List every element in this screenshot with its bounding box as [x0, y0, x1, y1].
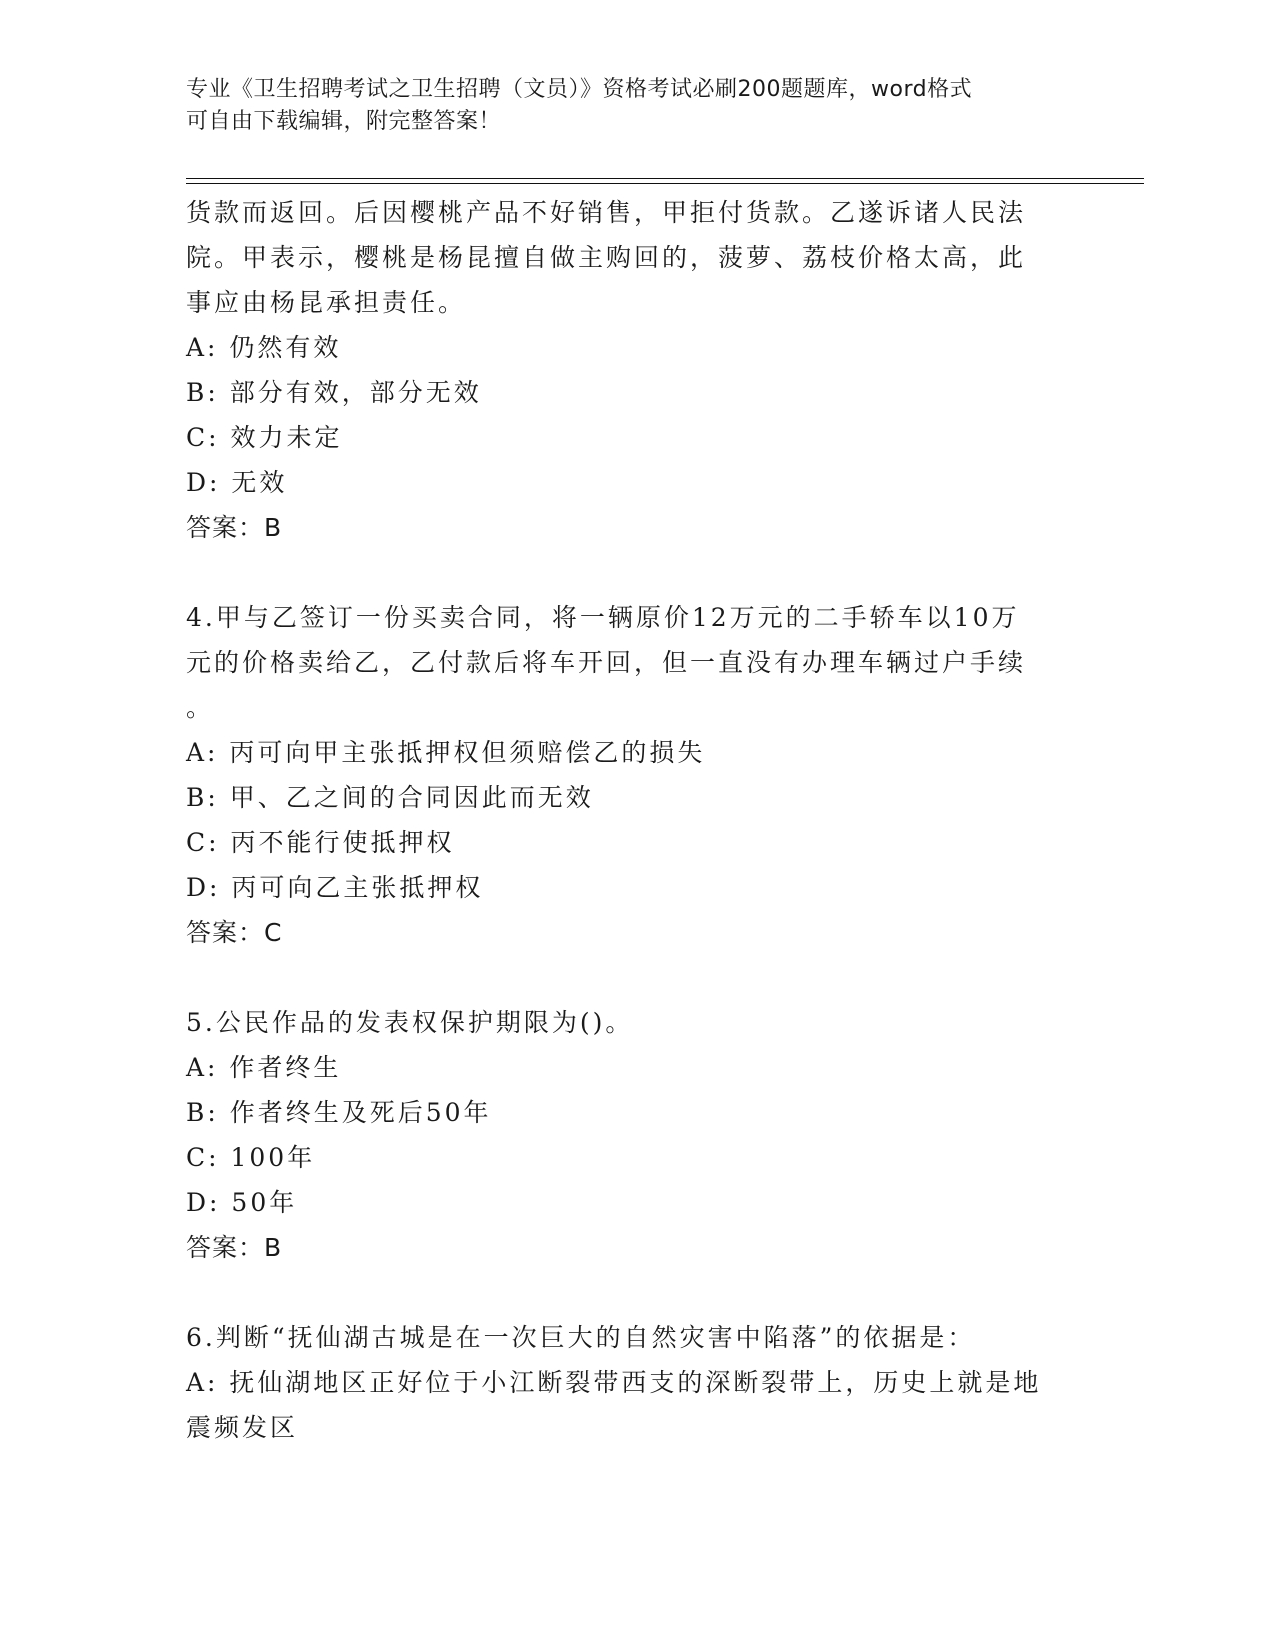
option-a: A: 作者终生 [186, 1053, 342, 1082]
question-6 [186, 1315, 1066, 1450]
answer-line: 答案：C [186, 918, 283, 947]
header-divider-bottom [186, 183, 1144, 184]
document-body [186, 190, 1066, 1450]
spacer [186, 1270, 1066, 1315]
header-title-line-2: 可自由下载编辑，附完整答案！ [186, 109, 502, 134]
question-4 [186, 595, 1066, 955]
option-d: D: 无效 [186, 468, 288, 497]
question-text-line: 院。甲表示，樱桃是杨昆擅自做主购回的，菠萝、荔枝价格太高，此 [186, 243, 1027, 272]
option-c: C: 100年 [186, 1143, 316, 1172]
answer-line: 答案：B [186, 513, 283, 542]
option-b: B: 部分有效，部分无效 [186, 378, 482, 407]
answer-line: 答案：B [186, 1233, 283, 1262]
question-text-line: 事应由杨昆承担责任。 [186, 288, 467, 317]
option-d: D: 丙可向乙主张抵押权 [186, 873, 484, 902]
question-5 [186, 1000, 1066, 1270]
option-b: B: 甲、乙之间的合同因此而无效 [186, 783, 594, 812]
option-a: A: 仍然有效 [186, 333, 342, 362]
question-text-line: 。 [186, 693, 215, 722]
spacer [186, 550, 1066, 595]
option-c: C: 效力未定 [186, 423, 343, 452]
header-divider-top [186, 178, 1144, 179]
option-d: D: 50年 [186, 1188, 298, 1217]
question-text-line: 货款而返回。后因樱桃产品不好销售，甲拒付货款。乙遂诉诸人民法 [186, 198, 1027, 227]
option-a-continued: 震频发区 [186, 1413, 299, 1442]
question-text-line: 5.公民作品的发表权保护期限为()。 [186, 1008, 634, 1037]
header-title-line-1: 专业《卫生招聘考试之卫生招聘（文员）》资格考试必刷200题题库，word格式 [186, 77, 973, 102]
option-b: B: 作者终生及死后50年 [186, 1098, 492, 1127]
option-a: A: 丙可向甲主张抵押权但须赔偿乙的损失 [186, 738, 706, 767]
option-a: A: 抚仙湖地区正好位于小江断裂带西支的深断裂带上，历史上就是地 [186, 1368, 1042, 1397]
page-header [186, 74, 1066, 138]
question-text-line: 元的价格卖给乙，乙付款后将车开回，但一直没有办理车辆过户手续 [186, 648, 1027, 677]
question-continued [186, 190, 1066, 550]
option-c: C: 丙不能行使抵押权 [186, 828, 455, 857]
spacer [186, 955, 1066, 1000]
question-text-line: 4.甲与乙签订一份买卖合同，将一辆原价12万元的二手轿车以10万 [186, 603, 1020, 632]
question-text-line: 6.判断“抚仙湖古城是在一次巨大的自然灾害中陷落”的依据是： [186, 1323, 976, 1352]
